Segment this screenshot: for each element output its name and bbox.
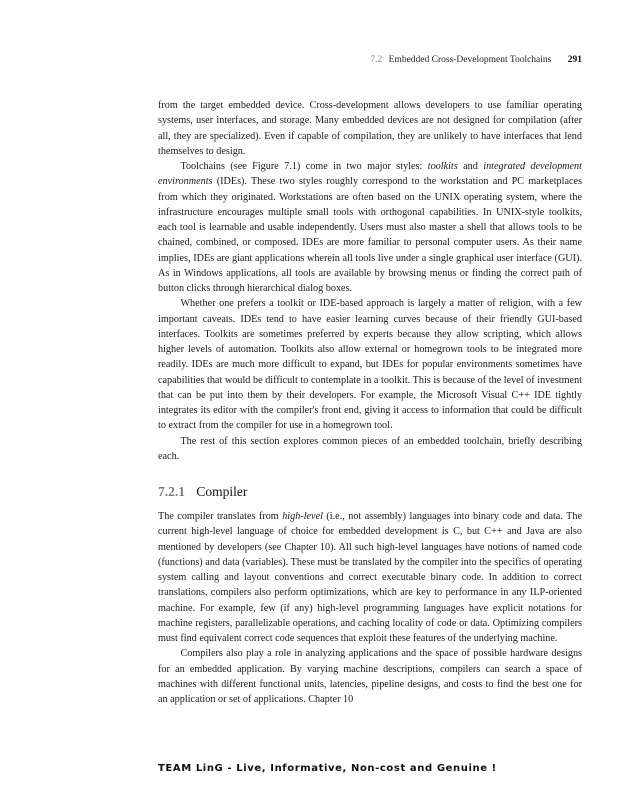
text-run: (i.e., not assembly) languages into binary code and data. The current high-level language of choice for embedded development is C, but C++ and Java are also mentioned by developers (see Chapter 10). All such high-level languages have notions of named code (functions) and data (variables). These must be translated by the compiler into the specifics of operating system calling and layout conventions and correct executable binary code. In addition to correct translations, compilers also perform optimizations, which are key to performance in any ILP-oriented machine. For example, few (if any) high-level programming languages have explicit notations for machine registers, parallelizable operations, and caching locality of code or data. Optimizing compilers must find equivalent correct code sequences that exploit these features of the underlying machine. (158, 511, 582, 644)
paragraph (158, 434, 582, 465)
section-heading-title: Compiler (196, 484, 248, 499)
text-run: (IDEs). These two styles roughly correspond to the workstation and PC marketplaces from which they originated. Workstations are often based on the UNIX operating system, where the infrastructure encourages multiple small tools with orthogonal capabilities. In UNIX-style toolkits, each tool is learnable and usable independently. Users must also master a shell that allows tools to be chained, combined, or composed. IDEs are more familiar to personal computer users. As their name implies, IDEs are giant applications wherein all tools live under a single graphical user interface (GUI). As in Windows applications, all tools are available by browsing menus or finding the correct path of button clicks through hierarchical dialog boxes. (158, 176, 582, 294)
italic-term: high-level (282, 511, 323, 522)
paragraph (158, 98, 582, 159)
text-run: from the target embedded device. Cross-development allows developers to use familiar operating systems, user interfaces, and storage. Many embedded devices are not designed for compilation (after all, they are specialized). Even if capable of compilation, they are unlikely to have interfaces that lend themselves to design. (158, 100, 582, 157)
paragraph (158, 509, 582, 646)
header-section-number: 7.2 (370, 55, 383, 65)
paragraphs-after-section (158, 509, 582, 707)
footer-banner: TEAM LinG - Live, Informative, Non-cost and Genuine ! (158, 763, 497, 774)
paragraphs-before-section (158, 98, 582, 464)
text-run: The rest of this section explores common pieces of an embedded toolchain, briefly describing each. (158, 435, 582, 462)
text-run: Whether one prefers a toolkit or IDE-based approach is largely a matter of religion, with a few important caveats. IDEs tend to have easier learning curves because of their friendly GUI-based interfaces. Toolkits are sometimes preferred by experts because they allow scripting, which allows higher levels of automation. Toolkits also allow external or homegrown tools to be integrated more readily. IDEs are much more difficult to expand, but IDEs for popular environments sometimes have capabilities that would be difficult to contemplate in a toolkit. This is because of the level of investment that can be put into them by their developers. For example, the Microsoft Visual C++ IDE tightly integrates its editor with the compiler's front end, giving it access to information that could be difficult to extract from the compiler for use in a homegrown tool. (158, 298, 582, 432)
body-text (158, 98, 582, 707)
section-heading-number: 7.2.1 (158, 484, 185, 499)
paragraph (158, 296, 582, 433)
italic-term: toolkits (427, 161, 458, 172)
text-run: Compilers also play a role in analyzing applications and the space of possible hardware designs for an embedded application. By varying machine descriptions, compilers can search a space of machines with different functional units, latencies, pipeline designs, and costs to find the best one for an application or set of applications. Chapter 10 (158, 648, 582, 705)
running-header (158, 55, 582, 65)
header-section-title: Embedded Cross-Development Toolchains (388, 55, 552, 65)
section-heading (158, 484, 582, 500)
text-run: Toolchains (see Figure 7.1) come in two major styles: (180, 161, 428, 172)
text-run: The compiler translates from (158, 511, 283, 522)
paragraph (158, 646, 582, 707)
paragraph (158, 159, 582, 296)
text-run: and (457, 161, 484, 172)
page-number: 291 (567, 55, 582, 65)
italic-term: integrated development environments (158, 161, 582, 188)
